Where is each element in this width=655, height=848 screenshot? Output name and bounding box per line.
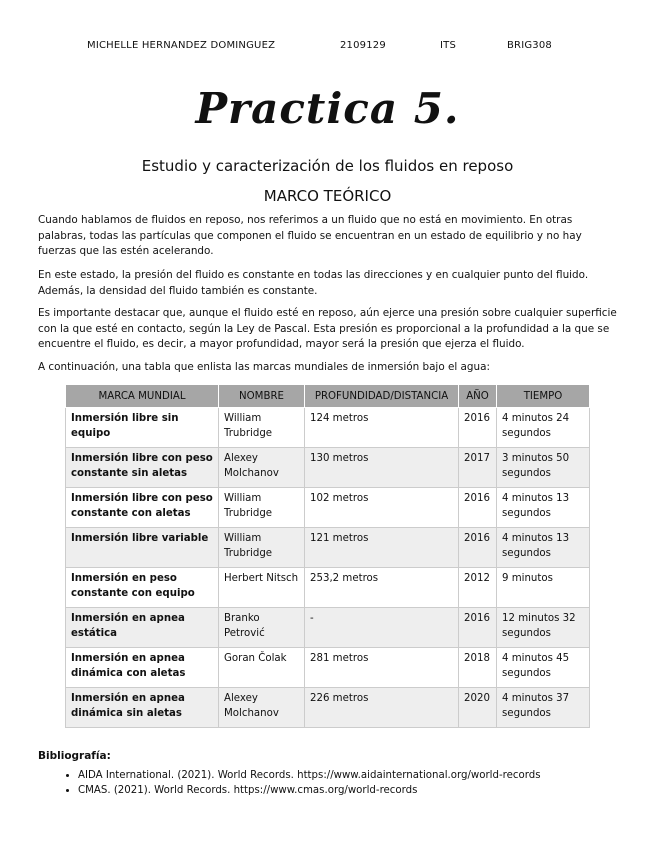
section-heading: MARCO TEÓRICO [263,187,392,205]
group-code: BRIG308 [507,40,552,51]
col-header-depth: PROFUNDIDAD/DISTANCIA [305,385,459,408]
col-header-mark: MARCA MUNDIAL [66,385,219,408]
cell-mark: Inmersión libre con peso constante con aletas [66,488,219,528]
cell-time: 12 minutos 32 segundos [497,608,590,648]
cell-year: 2020 [459,688,497,728]
cell-time: 3 minutos 50 segundos [497,448,590,488]
cell-name: Alexey Molchanov [219,688,305,728]
cell-mark: Inmersión en peso constante con equipo [66,568,219,608]
cell-name: William Trubridge [219,408,305,448]
bibliography-item: • AIDA International. (2021). World Records. https://www.aidainternational.org/world-records [78,768,638,783]
paragraph-2: En este estado, la presión del fluido es constante en todas las direcciones y en cualquier punto del fluido. Además, la densidad del fluido también es constante. [38,269,589,297]
student-name: MICHELLE HERNANDEZ DOMINGUEZ [87,40,276,51]
cell-year: 2017 [459,448,497,488]
cell-name: Branko Petrović [219,608,305,648]
table-row [66,568,590,608]
table-header-row [66,385,590,408]
table-row [66,608,590,648]
cell-depth: 226 metros [305,688,459,728]
cell-year: 2018 [459,648,497,688]
cell-year: 2012 [459,568,497,608]
student-id: 2109129 [340,40,386,51]
page-title: Practica 5. [195,84,460,133]
cell-name: Goran Čolak [219,648,305,688]
cell-name: Herbert Nitsch [219,568,305,608]
cell-mark: Inmersión libre variable [66,528,219,568]
page-subtitle: Estudio y caracterización de los fluidos en reposo [141,157,514,175]
table-row [66,528,590,568]
table-row [66,688,590,728]
cell-depth: - [305,608,459,648]
cell-time: 4 minutos 24 segundos [497,408,590,448]
paragraph-3: Es importante destacar que, aunque el fluido esté en reposo, aún ejerce una presión sobre cualquier superficie con la que esté en contacto, según la Ley de Pascal. Esta presión es proporcional a la profundidad a la que se encuentre el fluido, es decir, a mayor profundidad, mayor será la presión que ejerza el fluido. [38,307,617,350]
col-header-time: TIEMPO [497,385,590,408]
table-row [66,488,590,528]
paragraph-4: A continuación, una tabla que enlista las marcas mundiales de inmersión bajo el agua: [38,361,490,373]
cell-year: 2016 [459,608,497,648]
cell-depth: 281 metros [305,648,459,688]
cell-name: Alexey Molchanov [219,448,305,488]
program: ITS [440,40,457,51]
cell-depth: 121 metros [305,528,459,568]
col-header-name: NOMBRE [219,385,305,408]
col-header-year: AÑO [459,385,497,408]
cell-depth: 253,2 metros [305,568,459,608]
bibliography-heading: Bibliografía: [38,750,111,762]
cell-depth: 124 metros [305,408,459,448]
cell-mark: Inmersión en apnea dinámica con aletas [66,648,219,688]
page-header [0,40,655,54]
cell-mark: Inmersión en apnea dinámica sin aletas [66,688,219,728]
cell-name: William Trubridge [219,488,305,528]
cell-mark: Inmersión libre sin equipo [66,408,219,448]
cell-mark: Inmersión libre con peso constante sin aletas [66,448,219,488]
cell-year: 2016 [459,488,497,528]
cell-depth: 130 metros [305,448,459,488]
world-records-table [65,384,590,728]
table-row [66,648,590,688]
cell-time: 4 minutos 13 segundos [497,488,590,528]
cell-time: 4 minutos 45 segundos [497,648,590,688]
paragraph-1: Cuando hablamos de fluidos en reposo, nos referimos a un fluido que no está en movimiento. En otras palabras, todas las partículas que componen el fluido se encuentran en un estado de equilibrio y no hay fuerzas que las estén acelerando. [38,214,582,257]
bibliography-list [38,768,638,798]
cell-time: 9 minutos [497,568,590,608]
table-row [66,408,590,448]
cell-year: 2016 [459,408,497,448]
cell-depth: 102 metros [305,488,459,528]
cell-time: 4 minutos 37 segundos [497,688,590,728]
cell-year: 2016 [459,528,497,568]
table-row [66,448,590,488]
cell-mark: Inmersión en apnea estática [66,608,219,648]
cell-time: 4 minutos 13 segundos [497,528,590,568]
bibliography-item: • CMAS. (2021). World Records. https://www.cmas.org/world-records [78,783,638,798]
cell-name: William Trubridge [219,528,305,568]
